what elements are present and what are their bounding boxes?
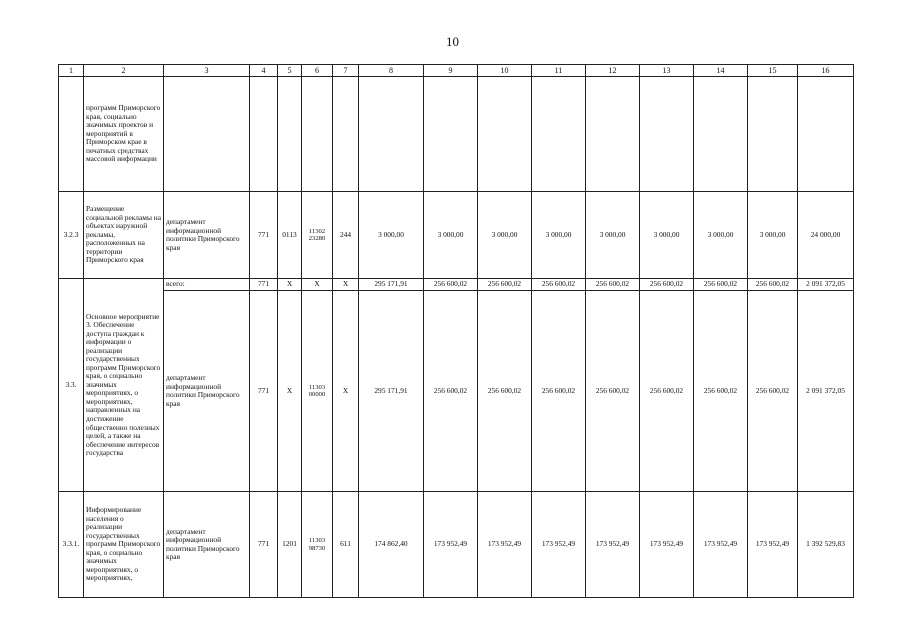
table-row bbox=[59, 192, 854, 279]
row-executor: департамент информационной политики Приморского края bbox=[164, 291, 250, 492]
row-c4: 771 bbox=[250, 291, 278, 492]
budget-table bbox=[58, 64, 854, 598]
table-row bbox=[59, 492, 854, 598]
row-value bbox=[640, 77, 694, 192]
row-value: 3 000,00 bbox=[359, 192, 424, 279]
row-executor: департамент информационной политики Приморского края bbox=[164, 192, 250, 279]
row-id bbox=[59, 77, 84, 192]
row-value: 256 600,02 bbox=[532, 291, 586, 492]
row-c7: 244 bbox=[333, 192, 359, 279]
row-value: 256 600,02 bbox=[424, 291, 478, 492]
row-value: 295 171,91 bbox=[359, 279, 424, 291]
row-value bbox=[532, 77, 586, 192]
row-value bbox=[798, 77, 854, 192]
row-c6 bbox=[302, 77, 333, 192]
row-c4: 771 bbox=[250, 192, 278, 279]
row-c6: X bbox=[302, 279, 333, 291]
column-header: 9 bbox=[424, 65, 478, 77]
column-header: 4 bbox=[250, 65, 278, 77]
row-value: 173 952,49 bbox=[748, 492, 798, 598]
column-header: 5 bbox=[278, 65, 302, 77]
row-value: 173 952,49 bbox=[478, 492, 532, 598]
row-value: 256 600,02 bbox=[694, 279, 748, 291]
column-header: 3 bbox=[164, 65, 250, 77]
row-name: Информирование населения о реализации государственных программ Приморского края, о социально значимых мероприятиях, о мероприятиях, bbox=[84, 492, 164, 598]
column-header: 16 bbox=[798, 65, 854, 77]
row-c5: 1201 bbox=[278, 492, 302, 598]
row-c4: 771 bbox=[250, 492, 278, 598]
row-id: 3.2.3 bbox=[59, 192, 84, 279]
row-c7 bbox=[333, 77, 359, 192]
row-value: 3 000,00 bbox=[694, 192, 748, 279]
column-header: 2 bbox=[84, 65, 164, 77]
row-value: 256 600,02 bbox=[586, 291, 640, 492]
row-c5: X bbox=[278, 279, 302, 291]
column-header: 1 bbox=[59, 65, 84, 77]
row-value: 173 952,49 bbox=[424, 492, 478, 598]
row-value: 256 600,02 bbox=[532, 279, 586, 291]
column-header: 12 bbox=[586, 65, 640, 77]
row-value: 24 000,00 bbox=[798, 192, 854, 279]
table-row-total bbox=[59, 279, 854, 291]
row-value: 173 952,49 bbox=[640, 492, 694, 598]
column-header: 15 bbox=[748, 65, 798, 77]
column-header: 7 bbox=[333, 65, 359, 77]
row-value: 256 600,02 bbox=[478, 291, 532, 492]
row-value bbox=[359, 77, 424, 192]
row-name: Основное мероприятие 3. Обеспечение доступа граждан к информации о реализации государственных программ Приморского края, о социально значимых мероприятиях, о мероприятиях, направленных на достижение общественно полезных целей, а также на обеспечение интересов государства bbox=[84, 279, 164, 492]
row-c6: 11303 00000 bbox=[302, 291, 333, 492]
row-value: 3 000,00 bbox=[478, 192, 532, 279]
row-value: 1 392 529,83 bbox=[798, 492, 854, 598]
row-value: 256 600,02 bbox=[748, 291, 798, 492]
row-value: 2 091 372,05 bbox=[798, 279, 854, 291]
row-value bbox=[424, 77, 478, 192]
row-value bbox=[586, 77, 640, 192]
row-c6: 11302 23280 bbox=[302, 192, 333, 279]
row-value: 174 862,40 bbox=[359, 492, 424, 598]
row-value bbox=[478, 77, 532, 192]
row-c4 bbox=[250, 77, 278, 192]
row-value: 3 000,00 bbox=[532, 192, 586, 279]
row-name: Размещение социальной рекламы на объектах наружной рекламы, расположенных на территории Приморского края bbox=[84, 192, 164, 279]
row-c7: 611 bbox=[333, 492, 359, 598]
table-row bbox=[59, 291, 854, 492]
row-value: 256 600,02 bbox=[640, 291, 694, 492]
column-number-row bbox=[59, 65, 854, 77]
row-c5 bbox=[278, 77, 302, 192]
row-value: 2 091 372,05 bbox=[798, 291, 854, 492]
row-c5: X bbox=[278, 291, 302, 492]
column-header: 11 bbox=[532, 65, 586, 77]
row-c6: 11303 98730 bbox=[302, 492, 333, 598]
column-header: 8 bbox=[359, 65, 424, 77]
row-id: 3.3. bbox=[59, 279, 84, 492]
row-value: 256 600,02 bbox=[694, 291, 748, 492]
row-c7: X bbox=[333, 291, 359, 492]
row-executor: департамент информационной политики Приморского края bbox=[164, 492, 250, 598]
row-value: 256 600,02 bbox=[748, 279, 798, 291]
column-header: 10 bbox=[478, 65, 532, 77]
page-number: 10 bbox=[446, 34, 459, 49]
row-id: 3.3.1. bbox=[59, 492, 84, 598]
table-row bbox=[59, 77, 854, 192]
row-value: 3 000,00 bbox=[586, 192, 640, 279]
row-value: 295 171,91 bbox=[359, 291, 424, 492]
column-header: 14 bbox=[694, 65, 748, 77]
row-value: 3 000,00 bbox=[640, 192, 694, 279]
row-value: 256 600,02 bbox=[424, 279, 478, 291]
row-value: 3 000,00 bbox=[748, 192, 798, 279]
row-value bbox=[748, 77, 798, 192]
row-c5: 0113 bbox=[278, 192, 302, 279]
column-header: 13 bbox=[640, 65, 694, 77]
row-value: 173 952,49 bbox=[694, 492, 748, 598]
row-value: 173 952,49 bbox=[532, 492, 586, 598]
row-executor bbox=[164, 77, 250, 192]
row-value: 3 000,00 bbox=[424, 192, 478, 279]
row-c4: 771 bbox=[250, 279, 278, 291]
row-value: 256 600,02 bbox=[586, 279, 640, 291]
row-c7: X bbox=[333, 279, 359, 291]
row-total-label: всего: bbox=[164, 279, 250, 291]
row-value bbox=[694, 77, 748, 192]
row-value: 256 600,02 bbox=[640, 279, 694, 291]
row-value: 173 952,49 bbox=[586, 492, 640, 598]
column-header: 6 bbox=[302, 65, 333, 77]
row-value: 256 600,02 bbox=[478, 279, 532, 291]
row-name: программ Приморского края, социально значимых проектов и мероприятий в Приморском крае в печатных средствах массовой информации bbox=[84, 77, 164, 192]
